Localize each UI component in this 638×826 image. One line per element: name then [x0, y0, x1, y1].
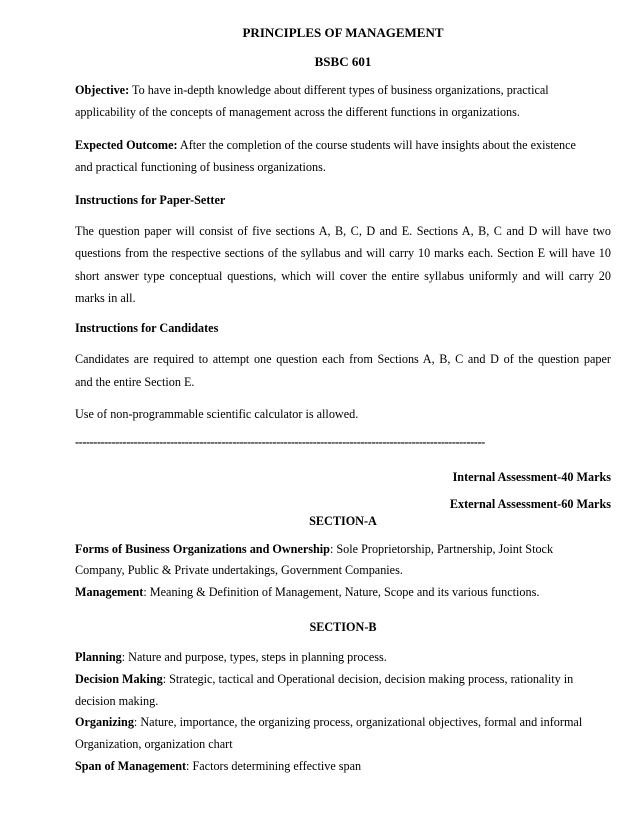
planning-label: Planning [75, 650, 122, 664]
paper-setter-line-1: The question paper will consist of five sections A, B, C, D and E. Sections A, B, C and D will have two [75, 224, 611, 238]
decision-line-2: decision making. [75, 694, 159, 708]
objective-line-2: applicability of the concepts of management across the different functions in organizations. [75, 105, 520, 119]
management-text: : Meaning & Definition of Management, Nature, Scope and its various functions. [143, 585, 540, 599]
calculator-note: Use of non-programmable scientific calculator is allowed. [75, 407, 359, 421]
outcome-line-2: and practical functioning of business organizations. [75, 160, 326, 174]
forms-label: Forms of Business Organizations and Ownership [75, 542, 330, 556]
decision-label: Decision Making [75, 672, 163, 686]
section-a-heading: SECTION-A [309, 514, 377, 528]
paper-setter-line-4: marks in all. [75, 291, 136, 305]
paper-setter-line-2: questions from the respective sections of the syllabus and will carry 10 marks each. Section E will have 10 [75, 246, 611, 260]
organizing-line-2: Organization, organization chart [75, 737, 233, 751]
organizing-label: Organizing [75, 715, 134, 729]
management-label: Management [75, 585, 144, 599]
internal-assessment: Internal Assessment-40 Marks [452, 470, 611, 484]
forms-line-2: Company, Public & Private undertakings, Government Companies. [75, 563, 403, 577]
course-code: BSBC 601 [314, 54, 372, 69]
outcome-label: Expected Outcome: [75, 138, 178, 152]
candidates-heading: Instructions for Candidates [75, 321, 219, 335]
management-line [75, 584, 611, 600]
candidates-line-1: Candidates are required to attempt one question each from Sections A, B, C and D of the question paper [75, 352, 611, 366]
planning-line [75, 649, 611, 665]
organizing-text-1: : Nature, importance, the organizing process, organizational objectives, formal and informal [133, 715, 583, 729]
paper-setter-heading: Instructions for Paper-Setter [75, 193, 226, 207]
decision-text-1: : Strategic, tactical and Operational decision, decision making process, rationality in [162, 672, 574, 686]
span-label: Span of Management [75, 759, 187, 773]
forms-text-1: : Sole Proprietorship, Partnership, Joint Stock [329, 542, 554, 556]
section-b-heading: SECTION-B [309, 620, 377, 634]
objective-line-1 [75, 82, 611, 98]
forms-line-1 [75, 541, 611, 557]
external-assessment: External Assessment-60 Marks [449, 497, 611, 511]
objective-label: Objective: [75, 83, 130, 97]
organizing-line-1 [75, 714, 611, 730]
paper-setter-line-3: short answer type conceptual questions, which will cover the entire syllabus uniformly and will carry 20 [75, 269, 611, 283]
span-text: : Factors determining effective span [186, 759, 362, 773]
candidates-line-2: and the entire Section E. [75, 375, 195, 389]
course-title: PRINCIPLES OF MANAGEMENT [242, 25, 444, 40]
planning-text: : Nature and purpose, types, steps in planning process. [121, 650, 387, 664]
divider-line: ---------------------------------------------------------------------------------------------------------------- [75, 435, 485, 449]
outcome-text-1: After the completion of the course students will have insights about the existence [177, 138, 576, 152]
objective-text-1: To have in-depth knowledge about different types of business organizations, practical [129, 83, 549, 97]
outcome-line-1 [75, 137, 611, 153]
span-line [75, 758, 611, 774]
decision-line-1 [75, 671, 611, 687]
